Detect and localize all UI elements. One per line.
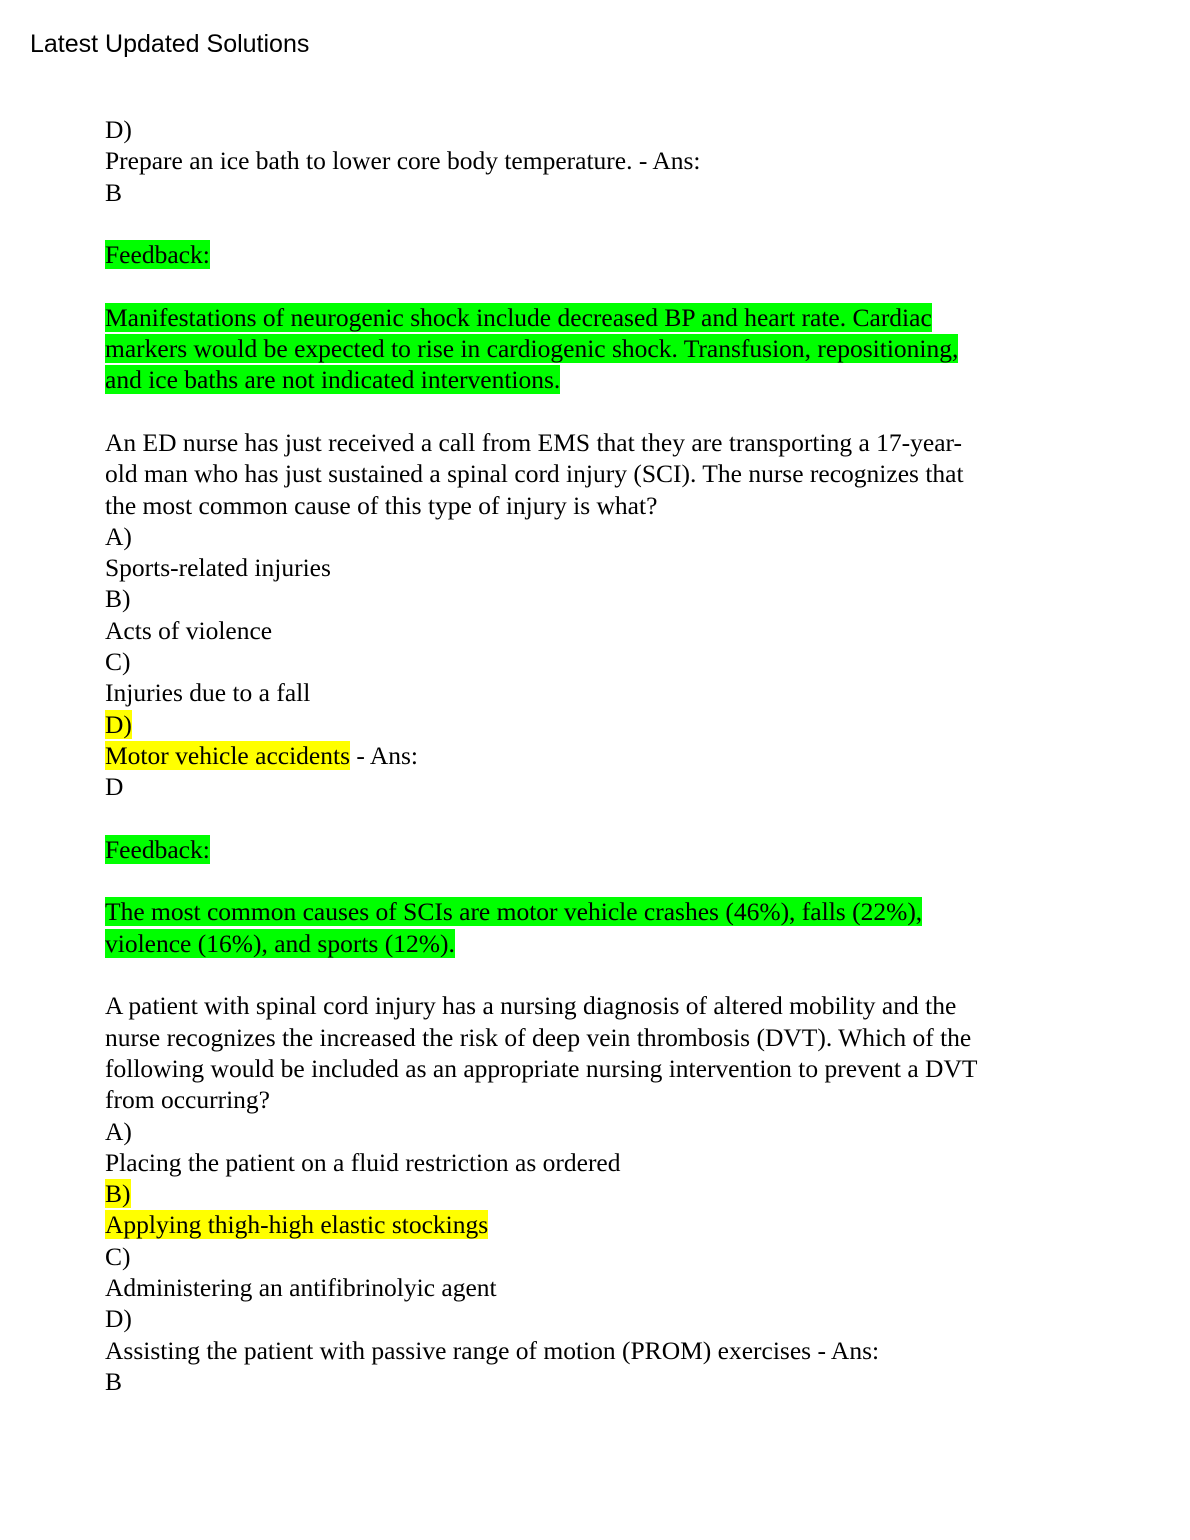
option-text: Placing the patient on a fluid restriction as ordered bbox=[105, 1147, 621, 1177]
question-line: nurse recognizes the increased the risk of deep vein thrombosis (DVT). Which of the bbox=[105, 1022, 972, 1052]
option-letter: A) bbox=[105, 1116, 132, 1146]
correct-option-line bbox=[105, 1209, 1065, 1240]
question-line: from occurring? bbox=[105, 1085, 270, 1115]
option-text: Injuries due to a fall bbox=[105, 678, 311, 708]
option-d-line bbox=[105, 1335, 1065, 1366]
option-d-text: Prepare an ice bath to lower core body temperature. bbox=[105, 146, 633, 176]
feedback-line bbox=[105, 928, 1065, 959]
feedback-label-line bbox=[105, 834, 1065, 865]
feedback-line bbox=[105, 333, 1065, 364]
option-letter: B) bbox=[105, 584, 131, 614]
question-line: A patient with spinal cord injury has a nursing diagnosis of altered mobility and the bbox=[105, 991, 957, 1021]
option-d-line bbox=[105, 145, 1065, 176]
page-header: Latest Updated Solutions bbox=[30, 30, 310, 58]
correct-option-letter: D) bbox=[105, 709, 132, 739]
document-body bbox=[105, 114, 1065, 1397]
question-line: the most common cause of this type of injury is what? bbox=[105, 490, 658, 520]
feedback-text: The most common causes of SCIs are motor vehicle crashes (46%), falls (22%), bbox=[105, 897, 923, 927]
option-text: Sports-related injuries bbox=[105, 553, 331, 583]
feedback-label: Feedback: bbox=[105, 834, 210, 864]
option-letter: C) bbox=[105, 647, 131, 677]
feedback-text: Manifestations of neurogenic shock include decreased BP and heart rate. Cardiac bbox=[105, 302, 932, 332]
option-letter: A) bbox=[105, 521, 132, 551]
question-line: old man who has just sustained a spinal cord injury (SCI). The nurse recognizes that bbox=[105, 459, 964, 489]
option-d-letter: D) bbox=[105, 115, 132, 144]
option-text: Assisting the patient with passive range of motion (PROM) exercises bbox=[105, 1335, 812, 1365]
correct-option-line bbox=[105, 740, 1065, 771]
feedback-text: markers would be expected to rise in cardiogenic shock. Transfusion, repositioning, bbox=[105, 334, 959, 364]
question-line: An ED nurse has just received a call from EMS that they are transporting a 17-year- bbox=[105, 427, 962, 457]
answer-value: D bbox=[105, 772, 124, 802]
answer-value: B bbox=[105, 1366, 123, 1396]
feedback-line bbox=[105, 364, 1065, 395]
feedback-text: violence (16%), and sports (12%). bbox=[105, 928, 455, 958]
feedback-label: Feedback: bbox=[105, 240, 210, 270]
option-letter: D) bbox=[105, 1304, 132, 1334]
correct-option-text: Motor vehicle accidents bbox=[105, 740, 350, 770]
feedback-line bbox=[105, 896, 1065, 927]
answer-label: - Ans: bbox=[811, 1335, 880, 1365]
option-letter: C) bbox=[105, 1241, 131, 1271]
feedback-label-line bbox=[105, 239, 1065, 270]
answer-value: B bbox=[105, 177, 123, 207]
feedback-text: and ice baths are not indicated interventions. bbox=[105, 365, 561, 395]
feedback-line bbox=[105, 302, 1065, 333]
correct-option-letter-line bbox=[105, 709, 1065, 740]
option-text: Acts of violence bbox=[105, 615, 273, 645]
correct-option-letter: B) bbox=[105, 1179, 131, 1209]
question-line: following would be included as an appropriate nursing intervention to prevent a DVT bbox=[105, 1053, 978, 1083]
correct-option-text: Applying thigh-high elastic stockings bbox=[105, 1210, 489, 1240]
answer-label: - Ans: bbox=[350, 740, 419, 770]
option-text: Administering an antifibrinolyic agent bbox=[105, 1272, 497, 1302]
answer-label: - Ans: bbox=[632, 146, 701, 176]
correct-option-letter-line bbox=[105, 1178, 1065, 1209]
